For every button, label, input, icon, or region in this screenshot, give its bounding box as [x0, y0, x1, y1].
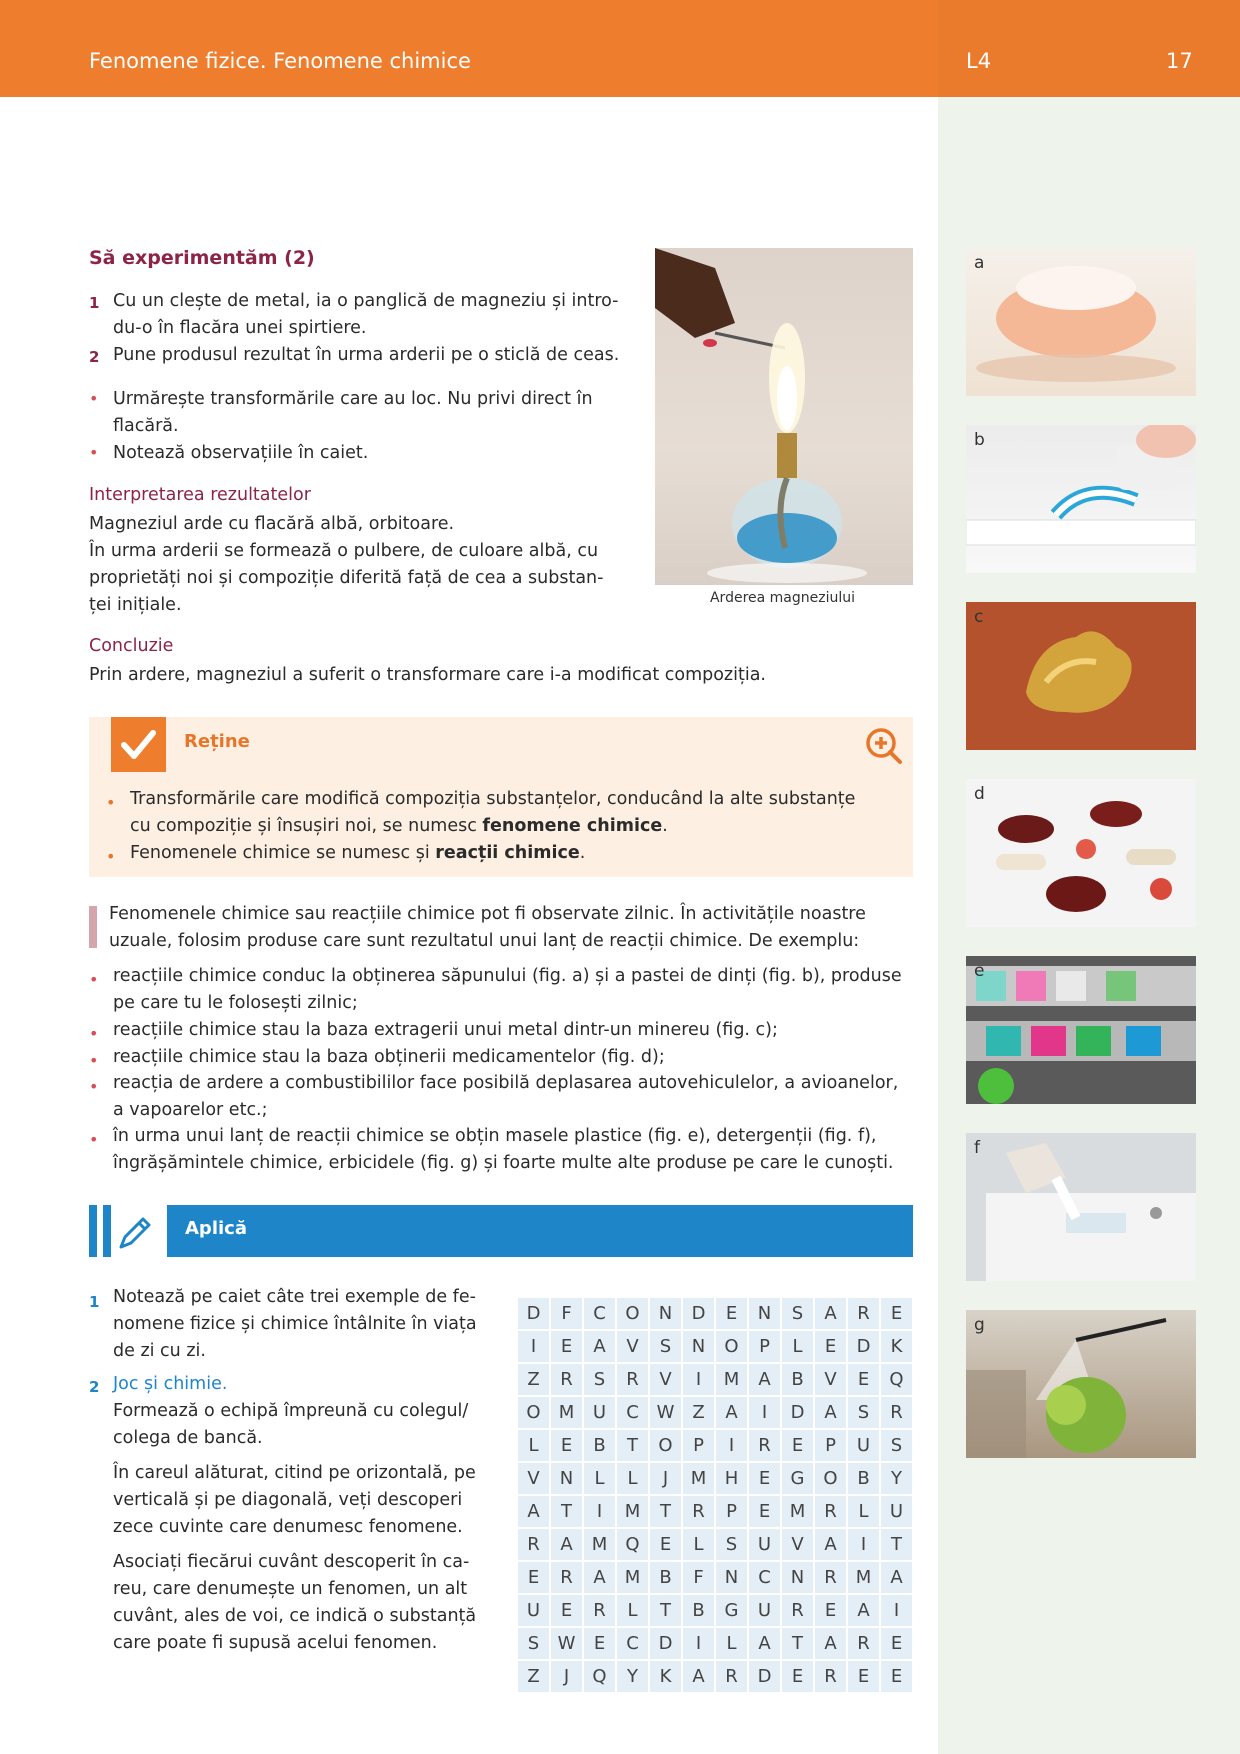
- grid-cell: E: [782, 1661, 813, 1692]
- zoom-in-icon[interactable]: [864, 726, 904, 770]
- task-number: 2: [89, 1378, 100, 1396]
- remember-point-2: Fenomenele chimice se numesc și reacții chimice.: [130, 843, 586, 863]
- bullet-dot: •: [89, 1130, 99, 1149]
- grid-cell: C: [749, 1562, 780, 1593]
- plastics-photo: [966, 956, 1196, 1104]
- grid-cell: R: [881, 1397, 912, 1428]
- grid-cell: I: [848, 1529, 879, 1560]
- bullet-dot: •: [89, 389, 99, 408]
- grid-cell: E: [848, 1661, 879, 1692]
- grid-cell: O: [815, 1463, 846, 1494]
- quote-bar: [89, 906, 97, 948]
- grid-cell: R: [782, 1595, 813, 1626]
- grid-cell: A: [815, 1298, 846, 1329]
- grid-cell: O: [716, 1331, 747, 1362]
- grid-cell: D: [749, 1661, 780, 1692]
- grid-cell: I: [584, 1496, 615, 1527]
- grid-cell: U: [848, 1430, 879, 1461]
- step-number: 1: [89, 294, 100, 312]
- notes-bullet: Notează observațiile în caiet.: [113, 443, 369, 463]
- grid-cell: E: [551, 1331, 582, 1362]
- grid-cell: L: [848, 1496, 879, 1527]
- grid-cell: R: [815, 1496, 846, 1527]
- grid-cell: R: [815, 1661, 846, 1692]
- grid-cell: D: [518, 1298, 549, 1329]
- grid-cell: B: [584, 1430, 615, 1461]
- figure-label-d: d: [974, 784, 985, 804]
- bullet-dot: •: [106, 793, 116, 812]
- example-2: reacțiile chimice stau la baza extragerii unui metal dintr-un minereu (fig. c);: [113, 1020, 778, 1040]
- grid-cell: E: [650, 1529, 681, 1560]
- grid-cell: I: [881, 1595, 912, 1626]
- magnesium-burning-photo: [655, 248, 913, 585]
- grid-cell: A: [716, 1397, 747, 1428]
- task-number: 1: [89, 1293, 100, 1311]
- figure-label-c: c: [974, 607, 984, 627]
- grid-cell: P: [815, 1430, 846, 1461]
- figure-label-a: a: [974, 253, 985, 273]
- grid-cell: E: [749, 1463, 780, 1494]
- grid-cell: A: [551, 1529, 582, 1560]
- grid-row: [518, 1430, 912, 1461]
- grid-cell: T: [650, 1496, 681, 1527]
- grid-cell: B: [782, 1364, 813, 1395]
- grid-cell: D: [782, 1397, 813, 1428]
- grid-cell: P: [716, 1496, 747, 1527]
- grid-cell: S: [881, 1430, 912, 1461]
- grid-cell: V: [815, 1364, 846, 1395]
- grid-cell: R: [518, 1529, 549, 1560]
- grid-cell: N: [683, 1331, 714, 1362]
- grid-cell: M: [683, 1463, 714, 1494]
- grid-cell: S: [848, 1397, 879, 1428]
- grid-cell: W: [650, 1397, 681, 1428]
- grid-cell: E: [749, 1496, 780, 1527]
- grid-cell: I: [749, 1397, 780, 1428]
- step-number: 2: [89, 348, 100, 366]
- grid-cell: V: [518, 1463, 549, 1494]
- toothpaste-photo: [966, 425, 1196, 573]
- grid-cell: E: [551, 1430, 582, 1461]
- grid-cell: N: [650, 1298, 681, 1329]
- herbicide-spray-photo: [966, 1310, 1196, 1458]
- grid-cell: R: [848, 1298, 879, 1329]
- pills-photo: [966, 779, 1196, 927]
- grid-cell: B: [848, 1463, 879, 1494]
- grid-cell: V: [782, 1529, 813, 1560]
- grid-cell: U: [584, 1397, 615, 1428]
- grid-cell: T: [551, 1496, 582, 1527]
- grid-row: [518, 1496, 912, 1527]
- grid-cell: U: [749, 1529, 780, 1560]
- grid-row: [518, 1298, 912, 1329]
- grid-cell: E: [815, 1331, 846, 1362]
- grid-cell: F: [683, 1562, 714, 1593]
- figure-label-f: f: [974, 1138, 980, 1158]
- grid-cell: T: [782, 1628, 813, 1659]
- bullet-dot: •: [89, 1077, 99, 1096]
- grid-cell: C: [584, 1298, 615, 1329]
- grid-cell: R: [617, 1364, 648, 1395]
- grid-cell: A: [815, 1628, 846, 1659]
- remember-title: Reține: [184, 731, 250, 752]
- grid-cell: A: [749, 1364, 780, 1395]
- step-1: Cu un clește de metal, ia o panglică de magneziu și intro- du-o în flacăra unei spirtiere.: [113, 291, 619, 338]
- observe-bullet: Urmărește transformările care au loc. Nu privi direct în flacără.: [113, 389, 593, 436]
- grid-cell: R: [551, 1562, 582, 1593]
- grid-cell: R: [584, 1595, 615, 1626]
- grid-cell: E: [716, 1298, 747, 1329]
- grid-cell: N: [749, 1298, 780, 1329]
- grid-cell: T: [617, 1430, 648, 1461]
- grid-row: [518, 1562, 912, 1593]
- grid-cell: E: [584, 1628, 615, 1659]
- grid-cell: R: [815, 1562, 846, 1593]
- grid-cell: L: [617, 1463, 648, 1494]
- grid-cell: B: [650, 1562, 681, 1593]
- grid-cell: W: [551, 1628, 582, 1659]
- bullet-dot: •: [89, 970, 99, 989]
- grid-cell: U: [749, 1595, 780, 1626]
- bullet-dot: •: [106, 847, 116, 866]
- grid-cell: D: [683, 1298, 714, 1329]
- grid-cell: A: [815, 1397, 846, 1428]
- grid-cell: I: [683, 1364, 714, 1395]
- grid-cell: L: [584, 1463, 615, 1494]
- grid-row: [518, 1364, 912, 1395]
- grid-cell: E: [782, 1430, 813, 1461]
- conclusion-title: Concluzie: [89, 636, 174, 656]
- grid-cell: A: [518, 1496, 549, 1527]
- grid-cell: M: [716, 1364, 747, 1395]
- grid-cell: E: [881, 1628, 912, 1659]
- grid-cell: E: [551, 1595, 582, 1626]
- example-1: reacțiile chimice conduc la obținerea săpunului (fig. a) și a pastei de dinți (fig. b), produse pe care tu le folosești zilnic;: [113, 966, 902, 1013]
- grid-cell: A: [584, 1562, 615, 1593]
- grid-row: [518, 1661, 912, 1692]
- step-2: Pune produsul rezultat în urma arderii pe o sticlă de ceas.: [113, 345, 620, 365]
- grid-cell: S: [518, 1628, 549, 1659]
- grid-cell: D: [848, 1331, 879, 1362]
- soap-photo: [966, 248, 1196, 396]
- grid-cell: F: [551, 1298, 582, 1329]
- photo-caption: Arderea magneziului: [709, 590, 856, 606]
- grid-cell: Z: [683, 1397, 714, 1428]
- grid-cell: M: [617, 1562, 648, 1593]
- grid-cell: L: [518, 1430, 549, 1461]
- bullet-dot: •: [89, 1051, 99, 1070]
- example-4: reacția de ardere a combustibililor face posibilă deplasarea autovehiculelor, a avioanelor, a vapoarelor etc.;: [113, 1073, 899, 1120]
- grid-cell: M: [584, 1529, 615, 1560]
- grid-cell: K: [881, 1331, 912, 1362]
- grid-cell: I: [683, 1628, 714, 1659]
- grid-cell: G: [716, 1595, 747, 1626]
- grid-cell: G: [782, 1463, 813, 1494]
- grid-row: [518, 1595, 912, 1626]
- interpretation-text: Magneziul arde cu flacără albă, orbitoare. În urma arderii se formează o pulbere, de culoare albă, cu proprietăți noi și compoziție diferită față de cea a substan- ței inițiale.: [89, 514, 604, 615]
- grid-cell: M: [551, 1397, 582, 1428]
- grid-cell: A: [848, 1595, 879, 1626]
- conclusion-text: Prin ardere, magneziul a suferit o transformare care i-a modificat compoziția.: [89, 665, 766, 685]
- grid-cell: V: [617, 1331, 648, 1362]
- grid-cell: L: [782, 1331, 813, 1362]
- grid-cell: Q: [617, 1529, 648, 1560]
- grid-cell: O: [650, 1430, 681, 1461]
- grid-cell: A: [881, 1562, 912, 1593]
- grid-cell: Q: [584, 1661, 615, 1692]
- grid-cell: Z: [518, 1364, 549, 1395]
- figure-label-g: g: [974, 1315, 985, 1335]
- grid-cell: Y: [881, 1463, 912, 1494]
- grid-cell: U: [881, 1496, 912, 1527]
- grid-row: [518, 1331, 912, 1362]
- grid-cell: E: [815, 1595, 846, 1626]
- grid-cell: C: [617, 1628, 648, 1659]
- example-3: reacțiile chimice stau la baza obținerii medicamentelor (fig. d);: [113, 1047, 665, 1067]
- experiment-title: Să experimentăm (2): [89, 247, 315, 269]
- grid-cell: Z: [518, 1661, 549, 1692]
- grid-row: [518, 1529, 912, 1560]
- grid-cell: B: [683, 1595, 714, 1626]
- grid-cell: P: [683, 1430, 714, 1461]
- word-search-grid: [516, 1296, 914, 1694]
- grid-cell: K: [650, 1661, 681, 1692]
- grid-cell: Q: [881, 1364, 912, 1395]
- grid-cell: V: [650, 1364, 681, 1395]
- grid-cell: D: [650, 1628, 681, 1659]
- grid-cell: A: [584, 1331, 615, 1362]
- grid-cell: N: [716, 1562, 747, 1593]
- grid-cell: P: [749, 1331, 780, 1362]
- grid-cell: E: [881, 1661, 912, 1692]
- grid-cell: I: [518, 1331, 549, 1362]
- grid-cell: Y: [617, 1661, 648, 1692]
- lesson-label: L4: [966, 49, 992, 73]
- bullet-dot: •: [89, 443, 99, 462]
- grid-cell: S: [650, 1331, 681, 1362]
- detergent-photo: [966, 1133, 1196, 1281]
- grid-cell: M: [848, 1562, 879, 1593]
- grid-cell: R: [848, 1628, 879, 1659]
- grid-cell: A: [815, 1529, 846, 1560]
- examples-intro: Fenomenele chimice sau reacțiile chimice pot fi observate zilnic. În activitățile noastre uzuale, folosim produse care sunt rezultatul unui lanț de reacții chimice. De exemplu:: [109, 904, 866, 951]
- grid-cell: A: [683, 1661, 714, 1692]
- grid-cell: L: [617, 1595, 648, 1626]
- chapter-title: Fenomene fizice. Fenomene chimice: [89, 49, 471, 73]
- remember-point-1: Transformările care modifică compoziția substanțelor, conducând la alte substanțe cu compoziție și însușiri noi, se numesc fenomene chimice.: [130, 789, 856, 836]
- grid-cell: T: [650, 1595, 681, 1626]
- grid-cell: I: [716, 1430, 747, 1461]
- grid-cell: A: [749, 1628, 780, 1659]
- grid-row: [518, 1463, 912, 1494]
- apply-title: Aplică: [185, 1218, 247, 1239]
- interpretation-title: Interpretarea rezultatelor: [89, 485, 311, 505]
- grid-cell: E: [848, 1364, 879, 1395]
- grid-cell: N: [782, 1562, 813, 1593]
- grid-cell: J: [650, 1463, 681, 1494]
- grid-cell: C: [617, 1397, 648, 1428]
- page-number: 17: [1166, 49, 1193, 73]
- grid-cell: L: [683, 1529, 714, 1560]
- task-1: Notează pe caiet câte trei exemple de fe- nomene fizice și chimice întâlnite în viața de zi cu zi.: [113, 1287, 477, 1361]
- grid-cell: S: [716, 1529, 747, 1560]
- grid-cell: O: [617, 1298, 648, 1329]
- grid-cell: L: [716, 1628, 747, 1659]
- grid-cell: N: [551, 1463, 582, 1494]
- grid-cell: M: [782, 1496, 813, 1527]
- grid-cell: T: [881, 1529, 912, 1560]
- grid-cell: R: [683, 1496, 714, 1527]
- checkmark-icon: [111, 717, 166, 772]
- bullet-dot: •: [89, 1024, 99, 1043]
- grid-row: [518, 1628, 912, 1659]
- grid-cell: E: [518, 1562, 549, 1593]
- grid-cell: M: [617, 1496, 648, 1527]
- grid-row: [518, 1397, 912, 1428]
- gold-nugget-photo: [966, 602, 1196, 750]
- grid-cell: H: [716, 1463, 747, 1494]
- grid-cell: U: [518, 1595, 549, 1626]
- figure-label-b: b: [974, 430, 985, 450]
- grid-cell: J: [551, 1661, 582, 1692]
- grid-cell: R: [749, 1430, 780, 1461]
- grid-cell: O: [518, 1397, 549, 1428]
- grid-cell: S: [584, 1364, 615, 1395]
- task-2: Joc și chimie. Formează o echipă împreună cu colegul/ colega de bancă. În careul alăturat, citind pe orizontală, pe verticală și pe diagonală, veți descoperi zece cuvinte care denumesc fenomene. Asociați fiecărui cuvânt descoperit în ca- reu, care denumește un fenomen, un alt cuvânt, ales de voi, ce indică o substanță care poate fi supusă acelui fenomen.: [113, 1374, 477, 1653]
- grid-cell: R: [716, 1661, 747, 1692]
- apply-icon-box: [89, 1205, 167, 1257]
- grid-cell: E: [881, 1298, 912, 1329]
- figure-label-e: e: [974, 961, 985, 981]
- grid-cell: S: [782, 1298, 813, 1329]
- grid-cell: R: [551, 1364, 582, 1395]
- pencil-icon: [115, 1213, 155, 1253]
- example-5: în urma unui lanț de reacții chimice se obțin masele plastice (fig. e), detergenții (fig. f), îngrășămintele chimice, erbicidele (fig. g) și foarte multe alte produse pe care le cunoști.: [113, 1126, 894, 1173]
